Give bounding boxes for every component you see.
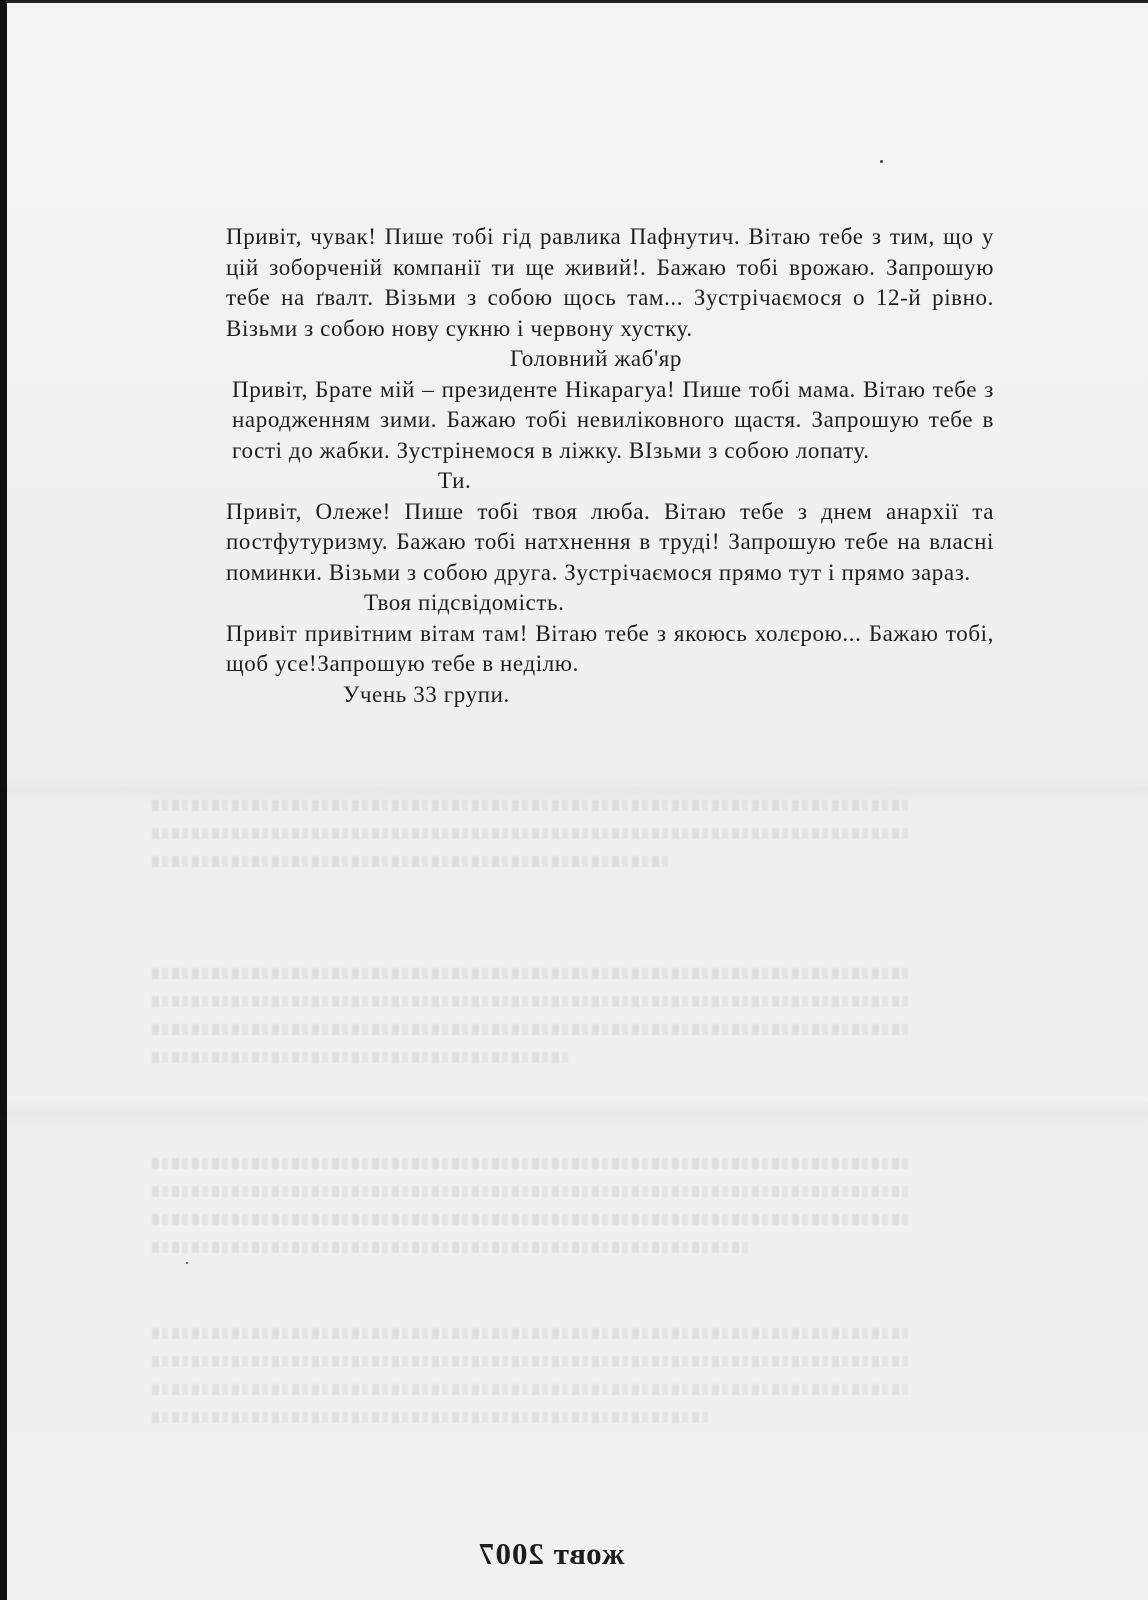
- show-through-line: [152, 828, 912, 839]
- letter-1-signature: Головний жаб'яр: [510, 346, 683, 371]
- show-through-line: [152, 1052, 572, 1063]
- letter-3-text: Привіт, Олеже! Пише тобі твоя люба. Вітаю тебе з днем анархії та постфутуризму. Бажаю тобі натхнення в труді! Запрошую тебе на власні поминки. Візьми з собою друга. Зустрічаємося прямо тут і прямо зараз.: [226, 498, 994, 585]
- show-through-line: [152, 800, 912, 811]
- show-through-line: [152, 1328, 912, 1339]
- paper-speck: [880, 160, 883, 163]
- show-through-line: [152, 968, 912, 979]
- show-through-line: [152, 856, 672, 867]
- show-through-line: [152, 1356, 912, 1367]
- scan-top-edge: [0, 0, 1148, 3]
- show-through-line: [152, 1412, 712, 1423]
- letter-2-signature: Ти.: [438, 468, 472, 493]
- show-through-line: [152, 996, 912, 1007]
- paper-speck: [186, 1262, 188, 1264]
- letter-3-signature: Твоя підсвідомість.: [364, 590, 565, 615]
- letter-4-text: Привіт привітним вітам там! Вітаю тебе з якоюсь холєрою... Бажаю тобі, щоб усе!Запрошую тебе в неділю.: [226, 620, 994, 676]
- show-through-line: [152, 1214, 912, 1225]
- letters-body: [226, 222, 994, 710]
- letter-4-signature: Учень 33 групи.: [343, 681, 510, 707]
- paper-crease: [0, 1100, 1148, 1128]
- show-through-line: [152, 1024, 912, 1035]
- show-through-line: [152, 1186, 912, 1197]
- letter-2-text: Привіт, Брате мій – президенте Нікарагуа! Пише тобі мама. Вітаю тебе з народженням зими. Бажаю тобі невиліковного щастя. Запрошую тебе в гості до жабки. Зустрінемося в ліжку. ВІзьми з собою лопату.: [232, 376, 994, 463]
- letter-1-text: Привіт, чувак! Пише тобі гід равлика Пафнутич. Вітаю тебе з тим, що у цій зоборченій компанії ти ще живий!. Бажаю тобі врожаю. Запрошую тебе на ґвалт. Візьми з собою щось там... Зустрічаємося о 12-й рівно. Візьми з собою нову сукню і червону хустку.: [226, 224, 994, 341]
- show-through-line: [152, 1384, 912, 1395]
- show-through-line: [152, 1158, 912, 1169]
- footer-date: жовт 2007: [478, 1536, 625, 1571]
- show-through-line: [152, 1242, 752, 1253]
